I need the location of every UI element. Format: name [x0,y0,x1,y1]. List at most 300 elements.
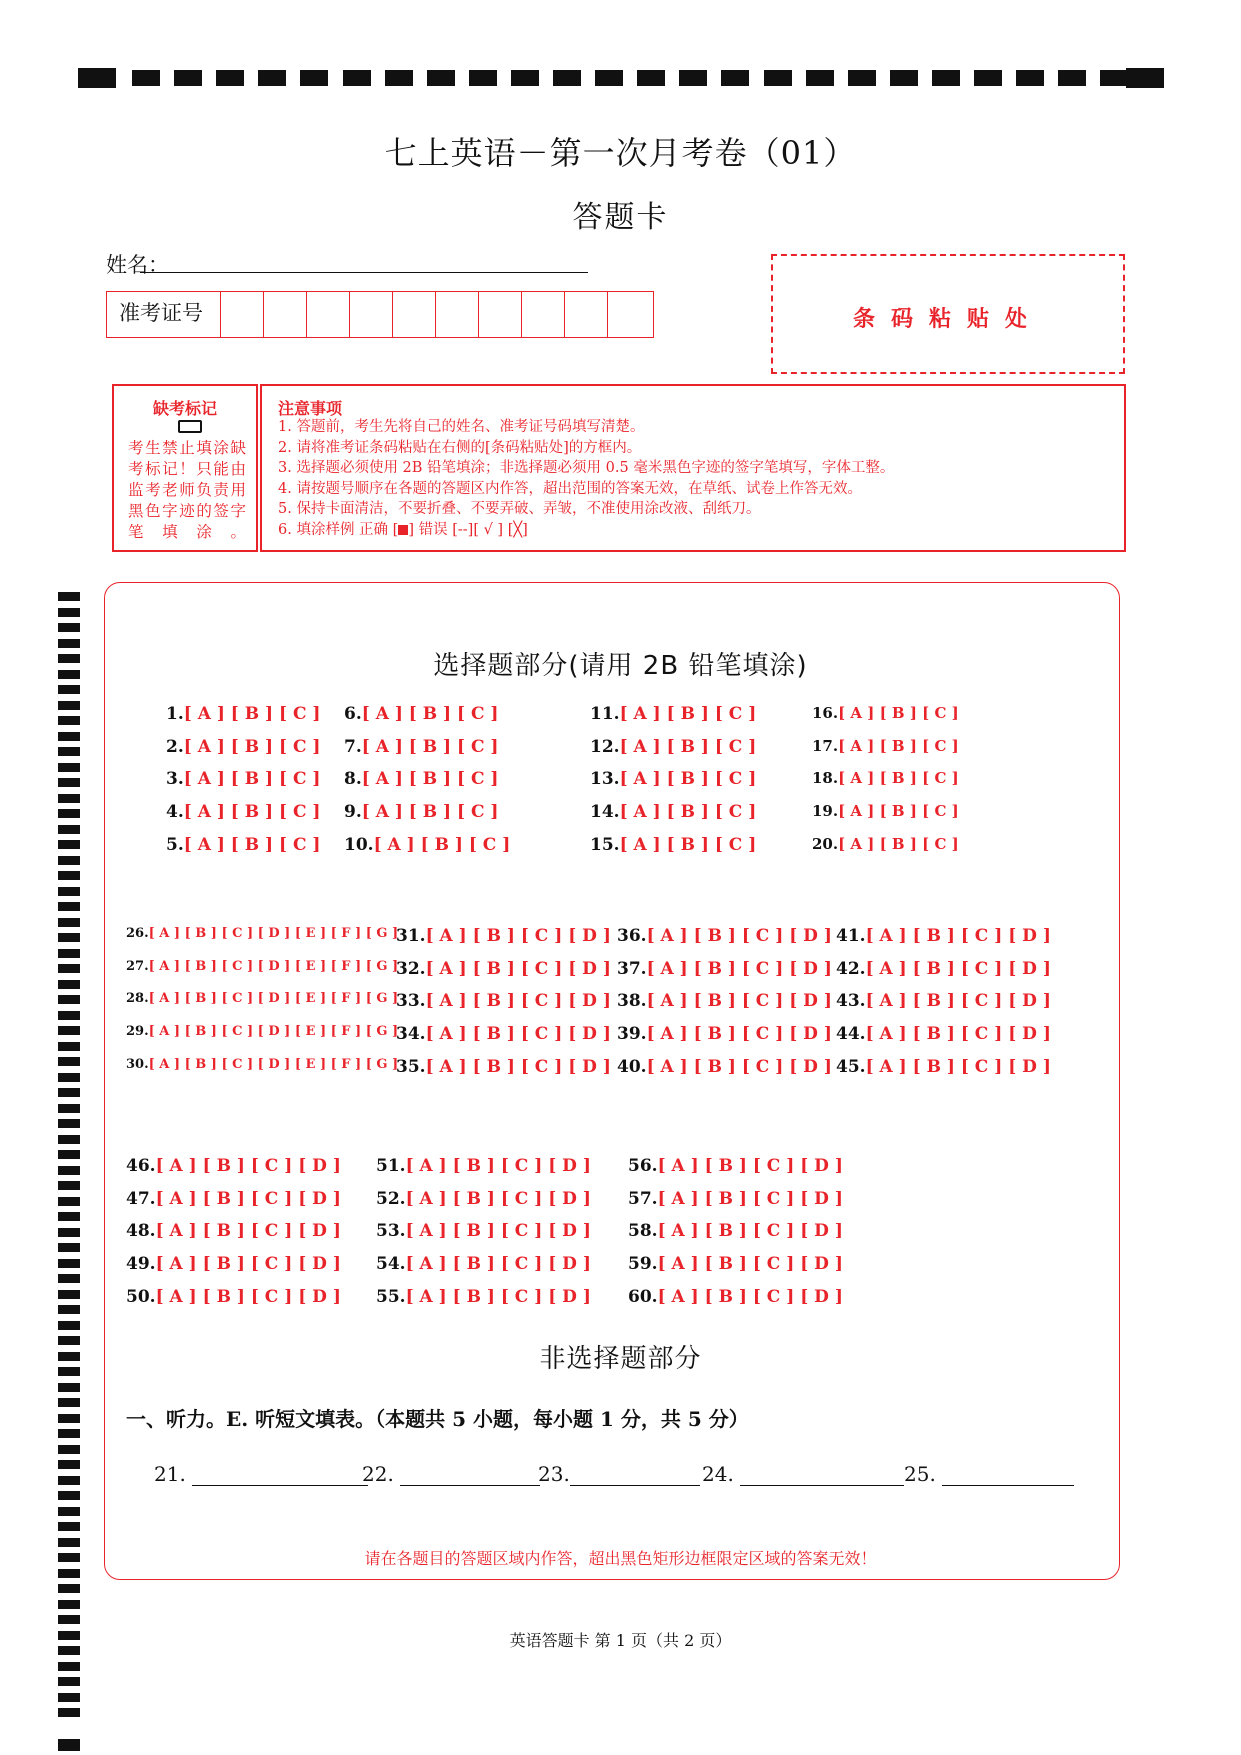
absent-mark-bubble[interactable] [178,420,202,433]
timing-mark [58,1708,80,1717]
exam-id-cell[interactable] [263,292,306,337]
question-number: 34. [396,1024,426,1044]
notice-item: 5. 保持卡面清洁，不要折叠、不要弄破、弄皱，不准使用涂改液、刮纸刀。 [278,501,761,517]
question-number: 29. [126,1024,149,1039]
timing-mark [58,747,80,756]
timing-mark [58,840,80,849]
question-number: 38. [617,991,647,1011]
name-label: 姓名： [106,253,169,277]
timing-mark [58,1600,80,1609]
exam-id-cell[interactable] [607,292,650,337]
timing-mark [932,70,960,86]
choice-question[interactable] [166,802,320,822]
timing-mark [132,70,160,86]
answer-options[interactable]: [ A ] [ B ] [ C ] [ D ] [865,991,1051,1011]
answer-options[interactable]: [ A ] [ B ] [ C ] [ D ] [155,1189,341,1209]
question-number: 54. [376,1254,406,1274]
choice-question[interactable] [344,737,498,757]
timing-mark [58,1088,80,1097]
question-number: 60. [628,1287,658,1307]
question-number: 56. [628,1156,658,1176]
timing-mark [58,1445,80,1454]
choice-section-heading: 选择题部分(请用 2B 铅笔填涂) [433,651,808,681]
timing-mark [553,70,581,86]
answer-options[interactable]: [ A ] [ B ] [ C ] [ D ] [405,1287,591,1307]
timing-mark [58,1104,80,1113]
answer-options[interactable]: [ A ] [ B ] [ C ] [619,769,757,789]
timing-mark [58,1739,80,1751]
choice-question[interactable] [628,1287,843,1307]
question-number: 28. [126,991,149,1006]
timing-mark [58,1491,80,1500]
timing-mark [58,1274,80,1283]
question-number: 33. [396,991,426,1011]
barcode-label: 条码粘贴处 [852,306,1043,332]
question-number: 53. [376,1221,406,1241]
nonchoice-section-heading: 非选择题部分 [539,1344,702,1374]
timing-mark [721,70,749,86]
question-number: 4. [166,802,184,822]
timing-mark [58,1321,80,1330]
answer-options[interactable]: [ A ] [ B ] [ C ] [ D ] [865,926,1051,946]
choice-question[interactable] [396,1024,611,1044]
choice-question[interactable] [812,802,959,820]
question-number: 11. [590,704,620,724]
question-number: 31. [396,926,426,946]
notice-list [278,417,894,540]
answer-options[interactable]: [ A ] [ B ] [ C ] [838,769,959,787]
timing-mark [58,949,80,958]
choice-question[interactable] [628,1254,843,1274]
top-timing-bar [78,68,1164,88]
timing-mark [58,701,80,710]
question-number: 47. [126,1189,156,1209]
choice-question[interactable] [590,835,756,855]
choice-question[interactable] [617,991,832,1011]
answer-options[interactable]: [ A ] [ B ] [ C ] [ D ] [ E ] [ F ] [ G ] [148,1057,399,1072]
answer-options[interactable]: [ A ] [ B ] [ C ] [183,704,321,724]
question-number: 37. [617,959,647,979]
timing-mark [58,763,80,772]
answer-options[interactable]: [ A ] [ B ] [ C ] [838,802,959,820]
question-number: 19. [812,802,839,820]
timing-mark [679,70,707,86]
answer-options[interactable]: [ A ] [ B ] [ C ] [ D ] [155,1156,341,1176]
timing-mark [1100,70,1128,86]
question-number: 32. [396,959,426,979]
question-number: 17. [812,737,839,755]
answer-options[interactable]: [ A ] [ B ] [ C ] [838,704,959,722]
timing-mark [58,1693,80,1702]
choice-question[interactable] [628,1156,843,1176]
choice-question[interactable] [126,1254,341,1274]
answer-options[interactable]: [ A ] [ B ] [ C ] [ D ] [865,1024,1051,1044]
answer-options[interactable]: [ A ] [ B ] [ C ] [183,802,321,822]
question-number: 46. [126,1156,156,1176]
answer-options[interactable]: [ A ] [ B ] [ C ] [ D ] [405,1189,591,1209]
timing-mark [58,716,80,725]
timing-mark [258,70,286,86]
timing-mark [637,70,665,86]
choice-question[interactable] [590,769,756,789]
notice-item: 3. 选择题必须使用 2B 铅笔填涂；非选择题必须用 0.5 毫米黑色字迹的签字笔填写，字体工整。 [278,460,895,476]
timing-mark [300,70,328,86]
choice-question[interactable] [126,1221,341,1241]
question-number: 35. [396,1057,426,1077]
choice-question[interactable] [617,1057,832,1077]
question-number: 30. [126,1057,149,1072]
question-number: 6. [344,704,362,724]
notice-item-sample [278,520,894,541]
choice-question[interactable] [126,959,398,974]
question-number: 43. [836,991,866,1011]
timing-mark [58,1197,80,1206]
answer-options[interactable]: [ A ] [ B ] [ C ] [ D ] [405,1254,591,1274]
question-number: 42. [836,959,866,979]
answer-options[interactable]: [ A ] [ B ] [ C ] [ D ] [657,1221,843,1241]
question-number: 12. [590,737,620,757]
timing-mark [58,1662,80,1671]
question-number: 48. [126,1221,156,1241]
timing-mark [58,592,80,601]
question-number: 16. [812,704,839,722]
choice-question[interactable] [126,1189,341,1209]
answer-options[interactable]: [ A ] [ B ] [ C ] [619,704,757,724]
choice-question[interactable] [590,802,756,822]
notice-item: 2. 请将准考证条码粘贴在右侧的[条码粘贴处]的方框内。 [278,439,642,456]
answer-options[interactable]: [ A ] [ B ] [ C ] [ D ] [865,959,1051,979]
answer-options[interactable]: [ A ] [ B ] [ C ] [ D ] [657,1287,843,1307]
name-field[interactable] [140,272,588,273]
choice-question[interactable] [126,1287,341,1307]
question-number: 55. [376,1287,406,1307]
timing-mark [58,1150,80,1159]
question-number: 2. [166,737,184,757]
choice-question[interactable] [166,835,320,855]
answer-options[interactable]: [ A ] [ B ] [ C ] [ D ] [425,991,611,1011]
blank-24[interactable] [702,1462,904,1486]
choice-question[interactable] [590,737,756,757]
timing-mark [58,778,80,787]
answer-options[interactable]: [ A ] [ B ] [ C ] [ D ] [865,1057,1051,1077]
answer-options[interactable]: [ A ] [ B ] [ C ] [ D ] [425,1057,611,1077]
question-number: 10. [344,835,374,855]
choice-question[interactable] [836,926,1051,946]
answer-options[interactable]: [ A ] [ B ] [ C ] [ D ] [646,991,832,1011]
choice-question[interactable] [628,1189,843,1209]
timing-mark [58,1166,80,1175]
timing-mark [58,1181,80,1190]
timing-mark [385,70,413,86]
answer-options[interactable]: [ A ] [ B ] [ C ] [ D ] [155,1287,341,1307]
timing-mark [58,1259,80,1268]
choice-question[interactable] [396,991,611,1011]
answer-options[interactable]: [ A ] [ B ] [ C ] [ D ] [155,1254,341,1274]
question-number: 36. [617,926,647,946]
absent-mark-box [112,384,258,552]
choice-question[interactable] [836,1057,1051,1077]
listening-title: 一、听力。E. 听短文填表。（本题共 5 小题，每小题 1 分，共 5 分） [126,1407,749,1431]
choice-question[interactable] [376,1221,591,1241]
choice-question[interactable] [376,1287,591,1307]
exam-id-label: 准考证号 [119,301,203,325]
timing-mark [58,1460,80,1469]
timing-mark [58,1011,80,1020]
timing-mark [174,70,202,86]
timing-mark [58,964,80,973]
choice-question[interactable] [396,1057,611,1077]
question-number: 18. [812,769,839,787]
sample-prefix: 6. 填涂样例 正确 [ [278,521,399,538]
answer-options[interactable]: [ A ] [ B ] [ C ] [838,737,959,755]
choice-question[interactable] [836,959,1051,979]
blank-number: 24. [702,1462,734,1486]
answer-options[interactable]: [ A ] [ B ] [ C ] [ D ] [646,926,832,946]
page-title: 七上英语－第一次月考卷（01） [384,134,857,172]
choice-question[interactable] [376,1156,591,1176]
choice-question[interactable] [617,959,832,979]
timing-mark [58,980,80,989]
choice-question[interactable] [590,704,756,724]
answer-options[interactable]: [ A ] [ B ] [ C ] [838,835,959,853]
notice-item: 1. 答题前，考生先将自己的姓名、准考证号码填写清楚。 [278,419,645,435]
timing-mark [58,887,80,896]
choice-question[interactable] [166,737,320,757]
answer-options[interactable]: [ A ] [ B ] [ C ] [373,835,511,855]
timing-mark [58,871,80,880]
choice-question[interactable] [126,926,398,941]
area-notice: 请在各题目的答题区域内作答，超出黑色矩形边框限定区域的答案无效！ [364,1549,877,1568]
question-number: 26. [126,926,149,941]
notice-item: 4. 请按题号顺序在各题的答题区内作答，超出范围的答案无效，在草纸、试卷上作答无效。 [278,480,862,497]
choice-question[interactable] [344,704,498,724]
timing-mark [58,1026,80,1035]
timing-mark [1126,68,1164,88]
exam-id-box [106,291,654,338]
question-number: 41. [836,926,866,946]
answer-options[interactable]: [ A ] [ B ] [ C ] [ D ] [425,926,611,946]
barcode-area [771,254,1125,374]
timing-mark [427,70,455,86]
answer-options[interactable]: [ A ] [ B ] [ C ] [619,802,757,822]
timing-mark [58,1383,80,1392]
blank-number: 23. [538,1462,570,1486]
timing-mark [58,1228,80,1237]
answer-options[interactable]: [ A ] [ B ] [ C ] [183,769,321,789]
question-number: 58. [628,1221,658,1241]
timing-mark [58,623,80,632]
answer-options[interactable]: [ A ] [ B ] [ C ] [ D ] [425,959,611,979]
notice-title: 注意事项 [278,399,343,418]
answer-options[interactable]: [ A ] [ B ] [ C ] [ D ] [405,1221,591,1241]
timing-mark [58,1119,80,1128]
timing-mark [58,1212,80,1221]
answer-options[interactable]: [ A ] [ B ] [ C ] [361,802,499,822]
choice-question[interactable] [836,1024,1051,1044]
answer-options[interactable]: [ A ] [ B ] [ C ] [ D ] [ E ] [ F ] [ G ] [148,926,399,941]
answer-options[interactable]: [ A ] [ B ] [ C ] [183,835,321,855]
answer-options[interactable]: [ A ] [ B ] [ C ] [ D ] [ E ] [ F ] [ G ] [148,991,399,1006]
choice-question[interactable] [836,991,1051,1011]
question-number: 15. [590,835,620,855]
question-number: 39. [617,1024,647,1044]
timing-mark [58,1414,80,1423]
exam-id-cell[interactable] [306,292,349,337]
question-number: 3. [166,769,184,789]
timing-mark [511,70,539,86]
answer-options[interactable]: [ A ] [ B ] [ C ] [ D ] [646,1057,832,1077]
answer-options[interactable]: [ A ] [ B ] [ C ] [361,737,499,757]
timing-mark [595,70,623,86]
choice-question[interactable] [126,1024,398,1039]
timing-mark [58,1569,80,1578]
answer-options[interactable]: [ A ] [ B ] [ C ] [ D ] [ E ] [ F ] [ G ] [148,959,399,974]
timing-mark [58,918,80,927]
timing-mark [58,685,80,694]
answer-options[interactable]: [ A ] [ B ] [ C ] [ D ] [155,1221,341,1241]
choice-question[interactable] [166,769,320,789]
choice-question[interactable] [344,835,510,855]
choice-question[interactable] [628,1221,843,1241]
question-number: 9. [344,802,362,822]
timing-mark [58,1677,80,1686]
question-number: 27. [126,959,149,974]
question-number: 1. [166,704,184,724]
answer-options[interactable]: [ A ] [ B ] [ C ] [ D ] [657,1189,843,1209]
exam-id-cell[interactable] [392,292,435,337]
question-number: 50. [126,1287,156,1307]
choice-question[interactable] [617,926,832,946]
timing-mark [58,825,80,834]
question-number: 57. [628,1189,658,1209]
timing-mark [58,1290,80,1299]
choice-question[interactable] [812,835,959,853]
timing-mark [58,794,80,803]
exam-id-cell[interactable] [220,292,263,337]
choice-question[interactable] [344,802,498,822]
question-number: 7. [344,737,362,757]
choice-question[interactable] [166,704,320,724]
answer-options[interactable]: [ A ] [ B ] [ C ] [ D ] [657,1254,843,1274]
question-number: 5. [166,835,184,855]
timing-mark [974,70,1002,86]
page-subtitle: 答题卡 [572,200,669,235]
choice-question[interactable] [396,959,611,979]
timing-mark [58,809,80,818]
question-number: 49. [126,1254,156,1274]
exam-id-cell[interactable] [435,292,478,337]
blank-number: 22. [362,1462,394,1486]
timing-mark [58,933,80,942]
question-number: 51. [376,1156,406,1176]
blank-number: 21. [154,1462,186,1486]
timing-mark [58,1243,80,1252]
answer-options[interactable]: [ A ] [ B ] [ C ] [ D ] [ E ] [ F ] [ G ] [148,1024,399,1039]
question-number: 13. [590,769,620,789]
timing-mark [58,608,80,617]
question-number: 20. [812,835,839,853]
timing-mark [764,70,792,86]
choice-question[interactable] [396,926,611,946]
timing-mark [58,856,80,865]
timing-mark [58,1135,80,1144]
timing-mark [78,68,116,88]
choice-question[interactable] [812,737,959,755]
filled-sample-icon [398,525,408,535]
timing-mark [216,70,244,86]
answer-options[interactable]: [ A ] [ B ] [ C ] [ D ] [405,1156,591,1176]
blank-25[interactable] [904,1462,1074,1486]
timing-mark [58,1057,80,1066]
timing-mark [58,1073,80,1082]
question-number: 40. [617,1057,647,1077]
exam-id-cell[interactable] [478,292,521,337]
timing-mark [58,1507,80,1516]
timing-mark [806,70,834,86]
notice-box [260,384,1126,552]
timing-mark [58,732,80,741]
exam-id-cell[interactable] [349,292,392,337]
answer-options[interactable]: [ A ] [ B ] [ C ] [ D ] [646,959,832,979]
blank-23[interactable] [538,1462,700,1486]
answer-options[interactable]: [ A ] [ B ] [ C ] [619,737,757,757]
absent-title: 缺考标记 [152,399,217,418]
answer-options[interactable]: [ A ] [ B ] [ C ] [ D ] [425,1024,611,1044]
timing-mark [58,902,80,911]
choice-question[interactable] [812,704,959,722]
answer-options[interactable]: [ A ] [ B ] [ C ] [619,835,757,855]
question-number: 59. [628,1254,658,1274]
blank-22[interactable] [362,1462,540,1486]
choice-question[interactable] [376,1254,591,1274]
question-number: 52. [376,1189,406,1209]
choice-question[interactable] [617,1024,832,1044]
answer-options[interactable]: [ A ] [ B ] [ C ] [ D ] [646,1024,832,1044]
choice-question[interactable] [812,769,959,787]
timing-mark [1016,70,1044,86]
timing-mark [58,1522,80,1531]
timing-mark [58,1615,80,1624]
choice-question[interactable] [376,1189,591,1209]
answer-options[interactable]: [ A ] [ B ] [ C ] [361,704,499,724]
timing-mark [848,70,876,86]
answer-options[interactable]: [ A ] [ B ] [ C ] [ D ] [657,1156,843,1176]
timing-mark [58,1584,80,1593]
choice-question[interactable] [126,991,398,1006]
timing-mark [1058,70,1086,86]
question-number: 45. [836,1057,866,1077]
blank-21[interactable] [154,1462,368,1486]
exam-id-cell[interactable] [564,292,607,337]
choice-question[interactable] [344,769,498,789]
page-footer: 英语答题卡 第 1 页（共 2 页） [509,1631,732,1650]
answer-options[interactable]: [ A ] [ B ] [ C ] [183,737,321,757]
timing-mark [58,1429,80,1438]
timing-mark [58,1398,80,1407]
timing-mark [58,1476,80,1485]
blank-number: 25. [904,1462,936,1486]
question-number: 44. [836,1024,866,1044]
timing-mark [58,995,80,1004]
exam-id-cell[interactable] [521,292,564,337]
absent-instructions: 考生禁止填涂缺考标记！只能由监考老师负责用黑色字迹的签字笔填涂。 [128,439,246,541]
timing-mark [890,70,918,86]
choice-question[interactable] [126,1156,341,1176]
sample-suffix: ] 错误 [--][ √ ] [╳] [408,521,528,538]
answer-options[interactable]: [ A ] [ B ] [ C ] [361,769,499,789]
timing-mark [58,1042,80,1051]
choice-question[interactable] [126,1057,398,1072]
